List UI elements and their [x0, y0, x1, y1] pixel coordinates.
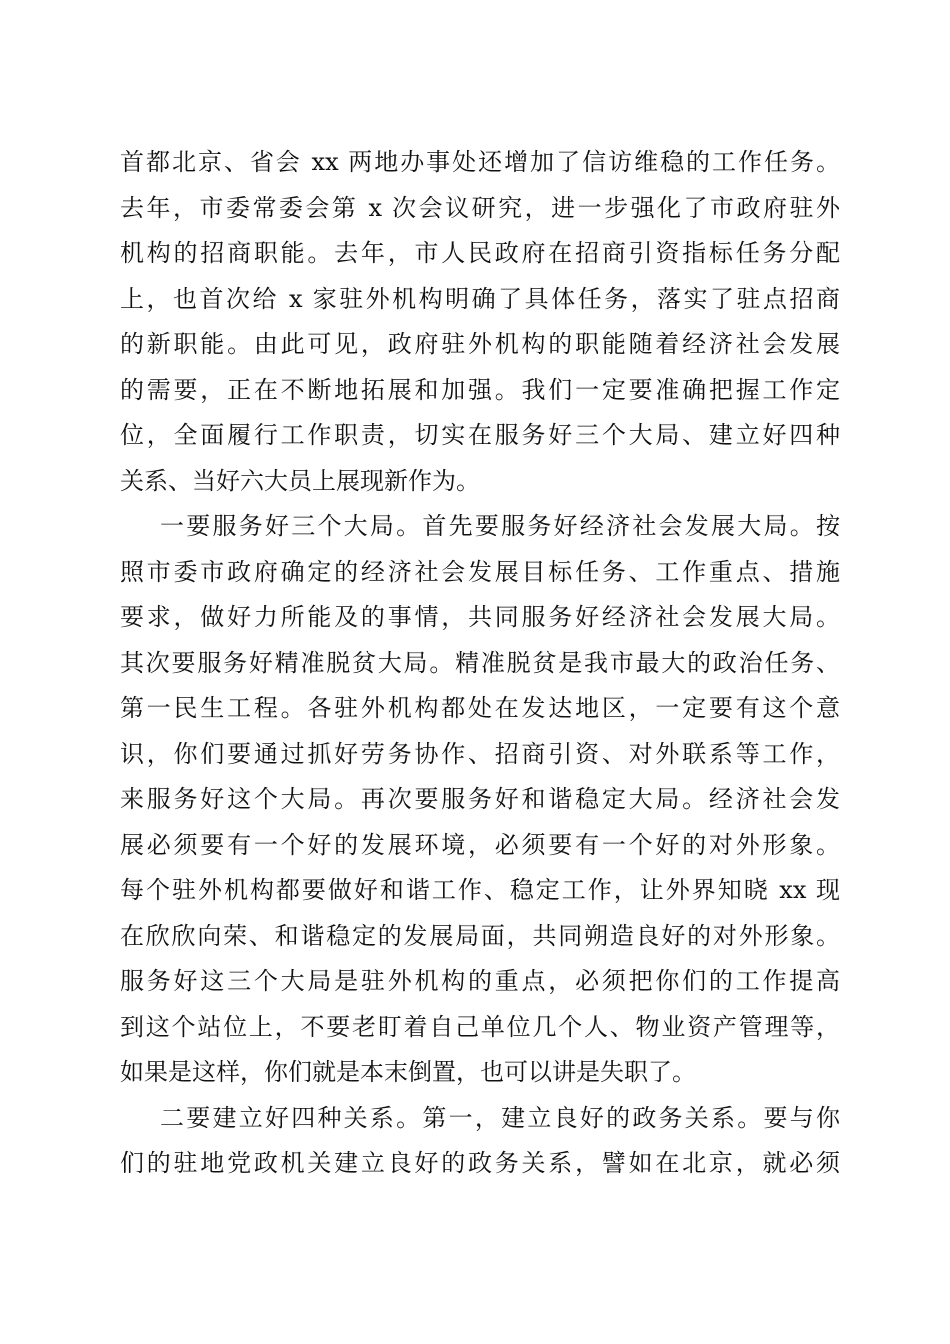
text-line: 的新职能。由此可见，政府驻外机构的职能随着经济社会发展	[120, 330, 840, 358]
text-line: 要求，做好力所能及的事情，共同服务好经济社会发展大局。	[120, 603, 840, 631]
text-line: 来服务好这个大局。再次要服务好和谐稳定大局。经济社会发	[120, 785, 840, 813]
paragraph	[120, 504, 840, 1096]
text-line: 服务好这三个大局是驻外机构的重点，必须把你们的工作提高	[120, 967, 840, 995]
text-line: 如果是这样，你们就是本末倒置，也可以讲是失职了。	[120, 1058, 696, 1086]
text-line: 去年，市委常委会第 x 次会议研究，进一步强化了市政府驻外	[120, 193, 840, 222]
text-line: 其次要服务好精准脱贫大局。精准脱贫是我市最大的政治任务、	[120, 648, 840, 677]
text-line: 首都北京、省会 xx 两地办事处还增加了信访维稳的工作任务。	[120, 148, 840, 176]
text-line: 每个驻外机构都要做好和谐工作、稳定工作，让外界知晓 xx 现	[120, 876, 840, 904]
text-line: 上，也首次给 x 家驻外机构明确了具体任务，落实了驻点招商	[120, 284, 840, 313]
paragraph	[120, 140, 840, 504]
text-line: 识，你们要通过抓好劳务协作、招商引资、对外联系等工作，	[120, 739, 840, 768]
text-line: 位，全面履行工作职责，切实在服务好三个大局、建立好四种	[120, 421, 840, 449]
document-body	[120, 140, 840, 1187]
text-line: 二要建立好四种关系。第一，建立良好的政务关系。要与你	[160, 1103, 840, 1132]
text-line: 关系、当好六大员上展现新作为。	[120, 466, 480, 495]
text-line: 们的驻地党政机关建立良好的政务关系，譬如在北京，就必须	[120, 1149, 840, 1177]
text-line: 到这个站位上，不要老盯着自己单位几个人、物业资产管理等，	[120, 1012, 840, 1041]
text-line: 的需要，正在不断地拓展和加强。我们一定要准确把握工作定	[120, 375, 840, 404]
text-line: 在欣欣向荣、和谐稳定的发展局面，共同朔造良好的对外形象。	[120, 921, 840, 950]
text-line: 照市委市政府确定的经济社会发展目标任务、工作重点、措施	[120, 557, 840, 586]
text-line: 第一民生工程。各驻外机构都处在发达地区，一定要有这个意	[120, 694, 840, 722]
text-line: 一要服务好三个大局。首先要服务好经济社会发展大局。按	[160, 512, 840, 540]
text-line: 机构的招商职能。去年，市人民政府在招商引资指标任务分配	[120, 239, 840, 267]
text-line: 展必须要有一个好的发展环境，必须要有一个好的对外形象。	[120, 830, 840, 859]
paragraph	[120, 1096, 840, 1187]
